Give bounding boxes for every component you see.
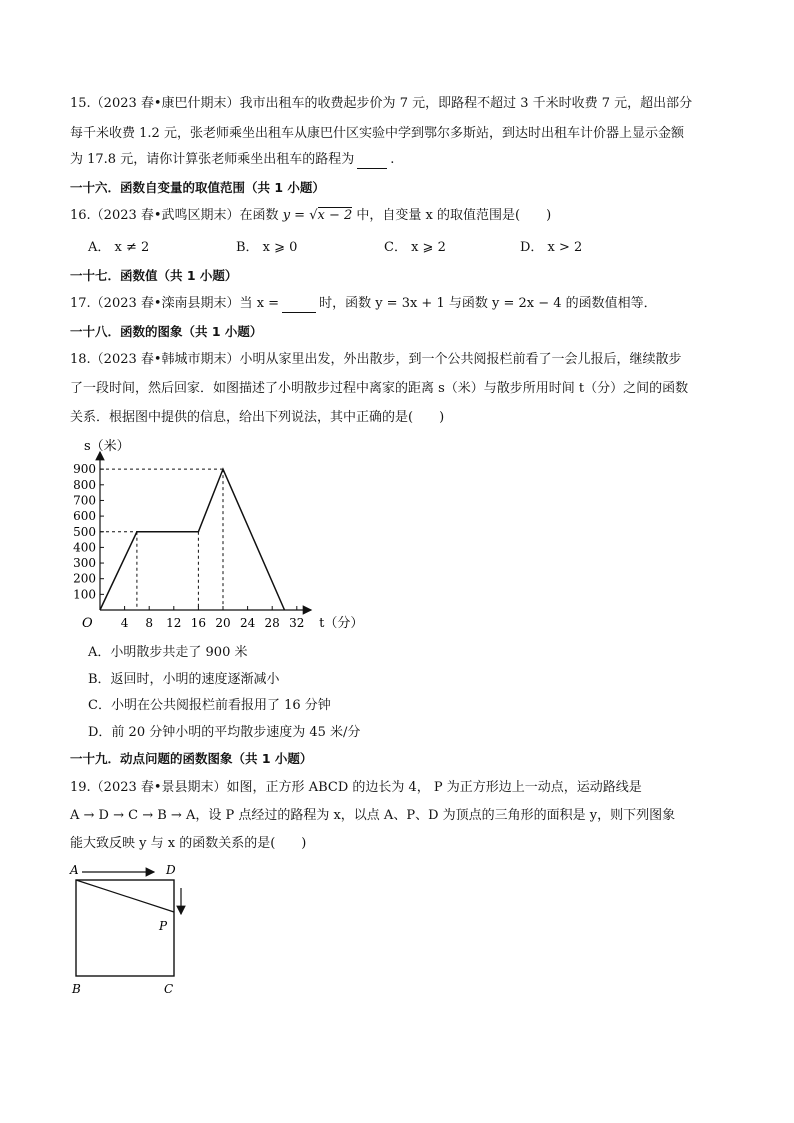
x-axis-label: t（分） [319,616,364,631]
distance-time-graph [68,434,364,636]
x-tick-label: 28 [264,616,280,630]
x-tick-label: 16 [190,616,207,630]
q16-option-d: D． x > 2 [520,240,583,255]
q18-option-c: C．小明在公共阅报栏前看报用了 16 分钟 [88,698,331,713]
sqrt-symbol: √ [309,208,318,223]
section-18-heading: 一十八．函数的图象（共 1 小题） [70,324,263,339]
y-tick-label: 500 [73,524,96,539]
y-tick-label: 200 [73,571,96,586]
q19-line3: 能大致反映 y 与 x 的函数关系的是( ) [70,836,307,851]
x-tick-label: 12 [166,616,182,630]
square-abcd-figure [66,860,196,1000]
section-19-heading: 一十九．动点问题的函数图象（共 1 小题） [70,751,313,766]
vertex-b-label: B [72,982,81,996]
q16-option-a: A． x ≠ 2 [88,240,150,255]
section-16-heading: 一十六．函数自变量的取值范围（共 1 小题） [70,180,325,195]
x-tick-label: 8 [145,616,154,630]
q16-option-b: B． x ⩾ 0 [236,240,298,255]
point-p-label: P [159,919,168,933]
y-tick-label: 100 [73,587,96,602]
q16-option-c: C． x ⩾ 2 [384,240,446,255]
y-tick-label: 900 [73,462,96,477]
distance-series-line [100,469,285,610]
q16-radicand: x − 2 [317,208,353,223]
q18-option-b: B．返回时，小明的速度逐渐减小 [88,672,280,687]
q18-option-d: D．前 20 分钟小明的平均散步速度为 45 米/分 [88,725,361,740]
y-axis-label: s（米） [84,439,130,454]
q15-line3-end: . [390,152,395,167]
y-tick-label: 600 [73,509,96,524]
y-tick-label: 800 [73,477,96,492]
q18-line2: 了一段时间，然后回家．如图描述了小明散步过程中离家的距离 s（米）与散步所用时间 t（分）之间的函数 [70,381,689,396]
x-tick-label: 4 [120,616,129,630]
q18-option-a: A．小明散步共走了 900 米 [88,645,248,660]
y-tick-label: 400 [73,540,96,555]
q17-stem [70,296,657,313]
q19-line2: A → D → C → B → A，设 P 点经过的路程为 x，以点 A、P、D 为顶点的三角形的面积是 y，则下列图象 [70,808,676,823]
vertex-d-label: D [166,863,176,877]
q15-line2: 每千米收费 1.2 元，张老师乘坐出租车从康巴什区实验中学到鄂尔多斯站，到达时出租车计价器上显示金额 [70,126,684,141]
q18-line1: 18.（2023 春•韩城市期末）小明从家里出发，外出散步，到一个公共阅报栏前看了一会儿报后，继续散步 [70,352,682,367]
origin-label: O [82,616,93,631]
q17-answer-blank [282,296,316,313]
q17-suffix: 时，函数 y = 3x + 1 与函数 y = 2x − 4 的函数值相等． [319,296,657,311]
q19-line1: 19.（2023 春•景县期末）如图，正方形 ABCD 的边长为 4， P 为正方形边上一动点，运动路线是 [70,780,642,795]
q17-prefix: 17.（2023 春•滦南县期末）当 x = [70,296,280,311]
q15-answer-blank [357,152,387,169]
q18-line3: 关系．根据图中提供的信息，给出下列说法，其中正确的是( ) [70,410,445,425]
x-tick-label: 32 [289,616,305,630]
q16-prefix: 16.（2023 春•武鸣区期末）在函数 [70,208,279,223]
x-tick-label: 24 [239,616,256,630]
q16-options [88,240,582,256]
q15-line1: 15.（2023 春•康巴什期末）我市出租车的收费起步价为 7 元，即路程不超过 3 千米时收费 7 元，超出部分 [70,96,693,111]
segment-ap [76,880,174,912]
q16-stem [70,208,551,224]
y-tick-label: 300 [73,556,96,571]
x-tick-label: 20 [215,616,231,630]
q15-line3 [70,152,394,169]
q16-suffix: 中，自变量 x 的取值范围是( ) [356,208,552,223]
y-tick-label: 700 [73,493,96,508]
section-17-heading: 一十七．函数值（共 1 小题） [70,268,238,283]
q16-function-lhs: y = [282,208,306,223]
vertex-c-label: C [164,982,174,996]
q15-line3-text: 为 17.8 元，请你计算张老师乘坐出租车的路程为 [70,152,355,167]
vertex-a-label: A [70,863,79,877]
